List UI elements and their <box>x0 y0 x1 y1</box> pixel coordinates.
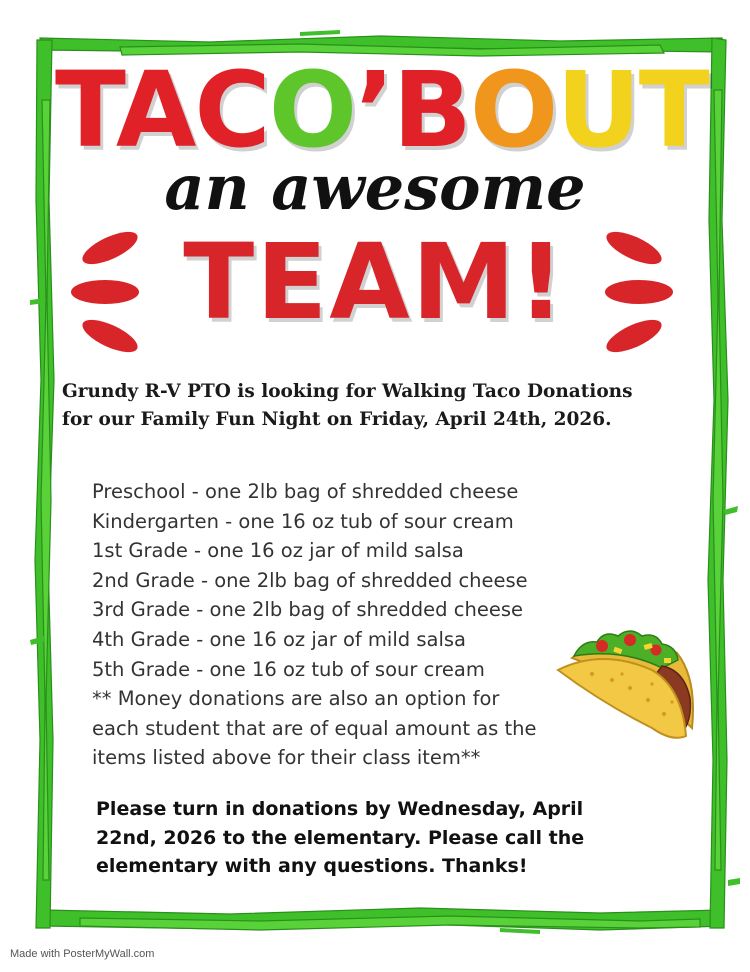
list-item: 4th Grade - one 16 oz jar of mild salsa <box>92 627 466 651</box>
title-part-b: B <box>392 49 470 171</box>
closing-line-1: Please turn in donations by Wednesday, April <box>96 798 584 820</box>
list-item: 2nd Grade - one 2lb bag of shredded cheese <box>92 568 528 592</box>
list-item: 5th Grade - one 16 oz tub of sour cream <box>92 657 485 681</box>
money-note-line-1: ** Money donations are also an option for <box>92 687 500 711</box>
title-part-t: T <box>638 49 708 171</box>
money-note-line-2: each student that are of equal amount as the <box>92 716 537 740</box>
title-team: TEAM! <box>183 221 567 343</box>
title-taco-bout <box>55 49 708 171</box>
intro-text <box>62 378 702 434</box>
intro-line-1: Grundy R-V PTO is looking for Walking Taco Donations <box>62 381 633 402</box>
title-part-o2: O <box>469 49 557 171</box>
list-item: 1st Grade - one 16 oz jar of mild salsa <box>92 539 464 563</box>
closing-line-3: elementary with any questions. Thanks! <box>96 855 528 877</box>
title-part-tac: TAC <box>55 49 269 171</box>
title-part-o: O <box>268 49 356 171</box>
title-an-awesome: an awesome <box>164 151 586 224</box>
list-item: 3rd Grade - one 2lb bag of shredded cheese <box>92 598 523 622</box>
money-note-line-3: items listed above for their class item** <box>92 746 481 770</box>
closing-line-2: 22nd, 2026 to the elementary. Please call the <box>96 826 585 849</box>
watermark-credit: Made with PosterMyWall.com <box>10 948 155 960</box>
closing-text <box>96 795 636 881</box>
list-item: Preschool - one 2lb bag of shredded cheese <box>92 480 519 503</box>
list-item: Kindergarten - one 16 oz tub of sour cream <box>92 509 514 533</box>
intro-line-2: for our Family Fun Night on Friday, April 24th, 2026. <box>62 409 612 430</box>
taco-icon <box>552 618 702 748</box>
title-part-apostrophe: ’ <box>355 49 393 171</box>
title-part-u: U <box>556 49 639 171</box>
